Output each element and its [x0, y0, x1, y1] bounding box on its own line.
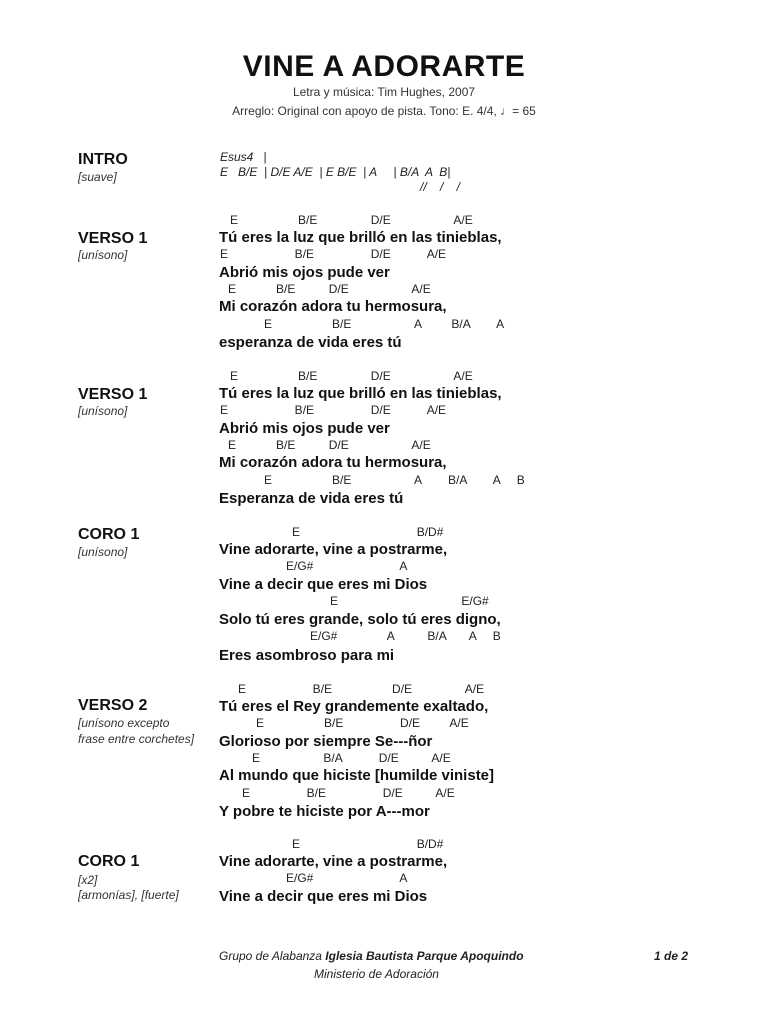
section-note-verso2: [unísono excepto: [78, 716, 170, 730]
lyric-line: Tú eres el Rey grandemente exaltado,: [219, 698, 489, 715]
section-label-coro1: CORO 1: [78, 853, 140, 870]
chord-line: E B/E D/E A/E: [256, 716, 469, 730]
lyric-line: Y pobre te hiciste por A---mor: [219, 803, 430, 820]
lyric-line: Tú eres la luz que brilló en las tinieblas,: [219, 385, 502, 402]
section-note-verso1: [unísono]: [78, 404, 128, 418]
lyric-line: Al mundo que hiciste [humilde viniste]: [219, 767, 495, 784]
lyric-line: Mi corazón adora tu hermosura,: [219, 454, 447, 471]
chord-line: E B/E D/E A/E: [220, 403, 447, 417]
section-note-verso1: [unísono]: [78, 248, 128, 262]
footer-church-name: Iglesia Bautista Parque Apoquindo: [325, 949, 524, 963]
section-label-intro: INTRO: [78, 151, 128, 168]
section-note-intro: [suave]: [78, 170, 117, 184]
section-label-coro1: CORO 1: [78, 526, 140, 543]
lyric-line: Esperanza de vida eres tú: [219, 490, 404, 507]
chord-line: E B/E D/E A/E: [228, 282, 431, 296]
lyric-line: Tú eres la luz que brilló en las tinieblas,: [219, 229, 502, 246]
lyric-line: Glorioso por siempre Se---ñor: [219, 733, 433, 750]
section-label-verso1: VERSO 1: [78, 230, 148, 247]
section-note-coro1: [unísono]: [78, 545, 128, 559]
lyric-line: Vine adorarte, vine a postrarme,: [219, 853, 448, 870]
lyric-line: Mi corazón adora tu hermosura,: [219, 298, 447, 315]
chord-line: E B/E D/E A/E: [230, 369, 473, 383]
intro-chords-line1: Esus4 |: [220, 150, 267, 164]
section-note-verso2: frase entre corchetes]: [78, 732, 195, 746]
chord-line: E B/A D/E A/E: [252, 751, 451, 765]
section-note-coro1: [x2]: [78, 873, 98, 887]
chord-line: E B/E A B/A A: [264, 317, 505, 331]
lyric-line: Vine adorarte, vine a postrarme,: [219, 541, 448, 558]
chord-line: E/G# A: [286, 559, 408, 573]
lyric-line: Abrió mis ojos pude ver: [219, 264, 390, 281]
chord-line: E/G# A: [286, 871, 408, 885]
chord-line: E E/G#: [330, 594, 489, 608]
lyric-line: esperanza de vida eres tú: [219, 334, 402, 351]
chord-line: E B/D#: [292, 837, 444, 851]
song-credits: Letra y música: Tim Hughes, 2007: [292, 85, 476, 99]
lyric-line: Vine a decir que eres mi Dios: [219, 576, 428, 593]
lyric-line: Eres asombroso para mi: [219, 647, 395, 664]
lyric-line: Solo tú eres grande, solo tú eres digno,: [219, 611, 501, 628]
chord-line: E B/E D/E A/E: [242, 786, 455, 800]
chord-line: E B/E D/E A/E: [220, 247, 447, 261]
lyric-line: Abrió mis ojos pude ver: [219, 420, 390, 437]
footer-church: [219, 949, 524, 963]
chord-line: E B/E D/E A/E: [228, 438, 431, 452]
chord-line: E/G# A B/A A B: [310, 629, 501, 643]
lyric-line: Vine a decir que eres mi Dios: [219, 888, 428, 905]
intro-chords-line2: E B/E | D/E A/E | E B/E | A | B/A A B|: [220, 165, 451, 179]
page-number: 1 de 2: [654, 949, 689, 963]
footer-ministry: Ministerio de Adoración: [314, 967, 439, 981]
chord-line: E B/E A B/A A B: [264, 473, 525, 487]
song-arrangement: Arreglo: Original con apoyo de pista. Tono: E. 4/4, ♩= 65: [232, 104, 536, 118]
chord-line: E B/E D/E A/E: [230, 213, 473, 227]
section-label-verso1: VERSO 1: [78, 386, 148, 403]
chord-line: E B/D#: [292, 525, 444, 539]
section-note-coro1: [armonías], [fuerte]: [78, 888, 179, 902]
footer-group-prefix: Grupo de Alabanza: [219, 949, 326, 963]
chord-line: E B/E D/E A/E: [238, 682, 485, 696]
section-label-verso2: VERSO 2: [78, 697, 148, 714]
intro-rhythm-marks: // / /: [420, 180, 461, 194]
song-title: VINE A ADORARTE: [242, 50, 526, 83]
